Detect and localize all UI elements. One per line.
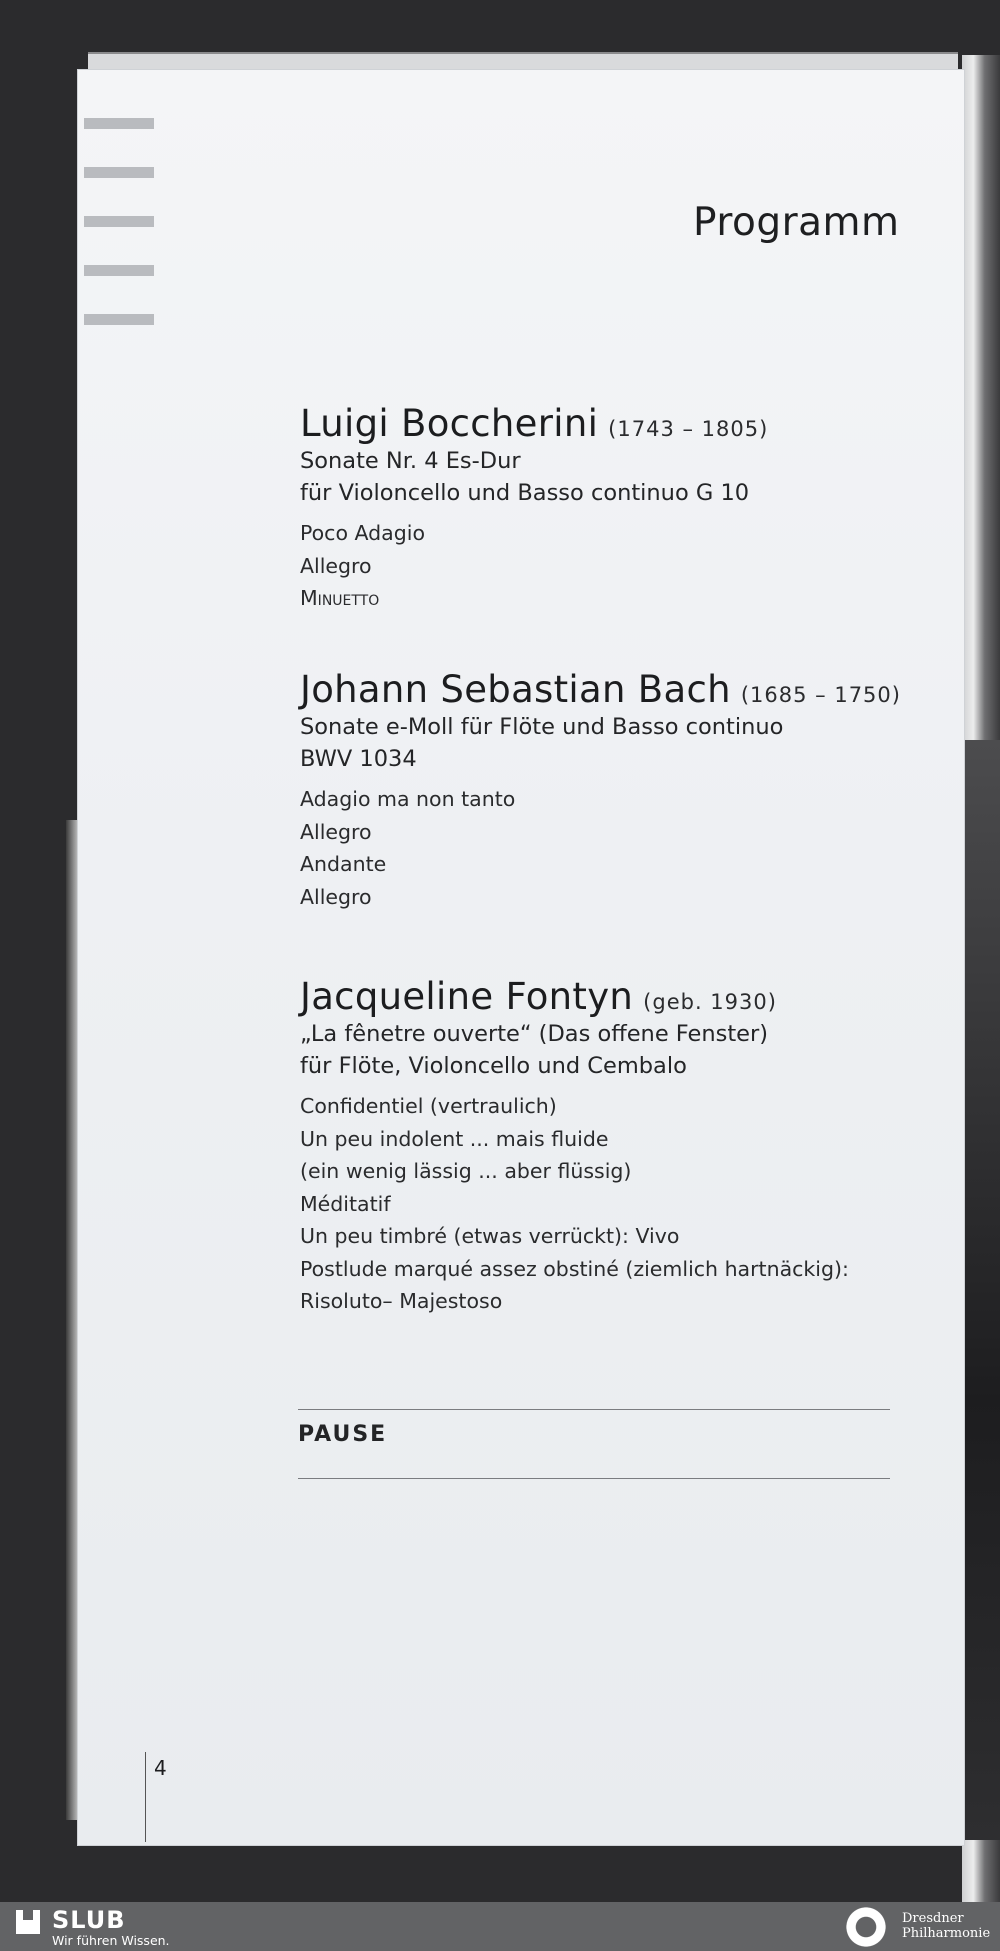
page-tab-marks (84, 118, 154, 363)
movement: Adagio ma non tanto (300, 787, 516, 811)
work-catalog: BWV 1034 (300, 746, 417, 772)
page-gutter-line (145, 1752, 146, 1842)
movement: Minuetto (300, 586, 380, 610)
movement-translation: (ein wenig lässig ... aber flüssig) (300, 1159, 632, 1183)
composer-name: Luigi Boccherini (300, 402, 599, 445)
composer-dates: (geb. 1930) (643, 990, 777, 1014)
movement: Allegro (300, 553, 372, 578)
work-instrumentation: für Flöte, Violoncello und Cembalo (300, 1053, 687, 1079)
pause-label: PAUSE (298, 1422, 388, 1447)
movement: Allegro (300, 819, 372, 844)
movement: Méditatif (300, 1191, 391, 1216)
logo-line-2: Philharmonie (902, 1926, 991, 1941)
pause-divider-top (298, 1409, 890, 1410)
movement: Un peu timbré (etwas verrückt): Vivo (300, 1224, 680, 1248)
movement: Confidentiel (vertraulich) (300, 1094, 557, 1118)
slub-name[interactable]: SLUB (52, 1906, 126, 1934)
philharmonie-logo-icon (844, 1905, 888, 1949)
work-title: „La fênetre ouverte“ (Das offene Fenster) (300, 1021, 769, 1047)
work-instrumentation: für Violoncello und Basso continuo G 10 (300, 480, 750, 506)
movement: Postlude marqué assez obstiné (ziemlich hartnäckig): (300, 1256, 849, 1281)
composer-block-fontyn (300, 975, 849, 1318)
program-page (78, 70, 964, 1845)
movement: Un peu indolent ... mais fluide (300, 1126, 609, 1151)
logo-line-1: Dresdner (902, 1911, 964, 1926)
composer-name: Jacqueline Fontyn (300, 975, 634, 1018)
philharmonie-logo-text (902, 1911, 990, 1941)
composer-name: Johann Sebastian Bach (300, 668, 731, 711)
page-number: 4 (154, 1756, 167, 1780)
movement: Allegro (300, 884, 372, 909)
movement: Poco Adagio (300, 521, 425, 545)
composer-block-bach (300, 668, 901, 913)
slub-tagline: Wir führen Wissen. (52, 1933, 170, 1948)
page-title: Programm (693, 200, 900, 245)
footer-bar (0, 1902, 1000, 1951)
composer-dates: (1743 – 1805) (608, 417, 769, 441)
scan-background-photo (962, 740, 1000, 1840)
composer-block-boccherini (300, 402, 768, 615)
work-title: Sonate Nr. 4 Es-Dur (300, 448, 521, 474)
pause-divider-bottom (298, 1478, 890, 1479)
page-top-edge (88, 52, 958, 72)
composer-dates: (1685 – 1750) (740, 683, 901, 707)
movement: Andante (300, 852, 387, 876)
slub-logo-icon[interactable] (16, 1910, 40, 1934)
work-title: Sonate e-Moll für Flöte und Basso continuo (300, 714, 784, 740)
movement: Risoluto– Majestoso (300, 1289, 503, 1313)
